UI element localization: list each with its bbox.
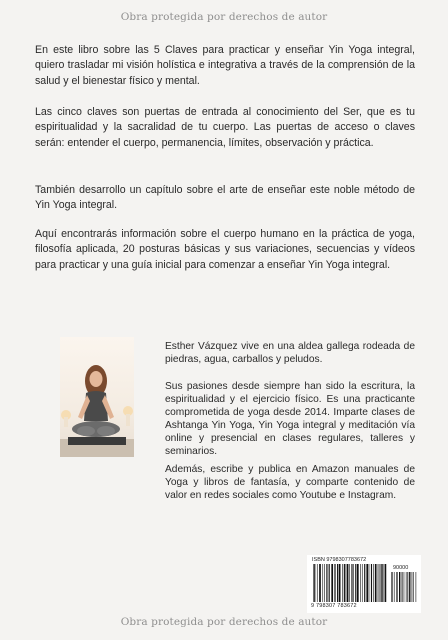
author-bio-paragraph-2: Sus pasiones desde siempre han sido la escritura, la espiritualidad y el ejercicio físico. Es una practicante comprometida de yoga desde 2014. Imparte clases de Ashtanga Yin Yoga, Yin Yoga integral y meditación vía online y presencial en clases regulares, talleres y seminarios. (165, 381, 415, 457)
description-paragraph-1: En este libro sobre las 5 Claves para practicar y enseñar Yin Yoga integral, quiero trasladar mi visión holística e integrativa a través de la comprensión de la salud y el bienestar físico y mental. (35, 44, 415, 87)
isbn-label: ISBN 9798307783672 (312, 557, 367, 563)
author-bio-paragraph-1: Esther Vázquez vive en una aldea gallega rodeada de piedras, agua, carballos y peludos. (165, 341, 415, 365)
copyright-watermark-bottom: Obra protegida por derechos de autor (120, 616, 328, 628)
isbn-barcode (307, 555, 421, 613)
description-paragraph-2: Las cinco claves son puertas de entrada al conocimiento del Ser, que es tu espiritualidad y la sacralidad de tu cuerpo. Las puertas de acceso o claves serán: entender el cuerpo, permanencia, límites, observación y práctica. (35, 106, 415, 149)
isbn-digits: 9 798307 783672 (311, 603, 357, 609)
author-photo (60, 337, 134, 457)
author-bio-paragraph-3: Además, escribe y publica en Amazon manuales de Yoga y libros de fantasía, y comparte contenido de valor en redes sociales como Youtube e Instagram. (165, 464, 415, 501)
copyright-watermark-top: Obra protegida por derechos de autor (120, 11, 328, 23)
description-paragraph-3: También desarrollo un capítulo sobre el arte de enseñar este noble método de Yin Yoga integral. (35, 184, 415, 212)
description-paragraph-4: Aquí encontrarás información sobre el cuerpo humano en la práctica de yoga, filosofía aplicada, 20 posturas básicas y sus variaciones, secuencias y vídeos para practicar y una guía inicial para comenzar a enseñar Yin Yoga integral. (35, 228, 415, 271)
price-code: 90000 (393, 565, 409, 571)
barcode-bars (313, 564, 387, 602)
addon-barcode-bars (391, 572, 417, 602)
author-photo-illustration (60, 337, 134, 457)
